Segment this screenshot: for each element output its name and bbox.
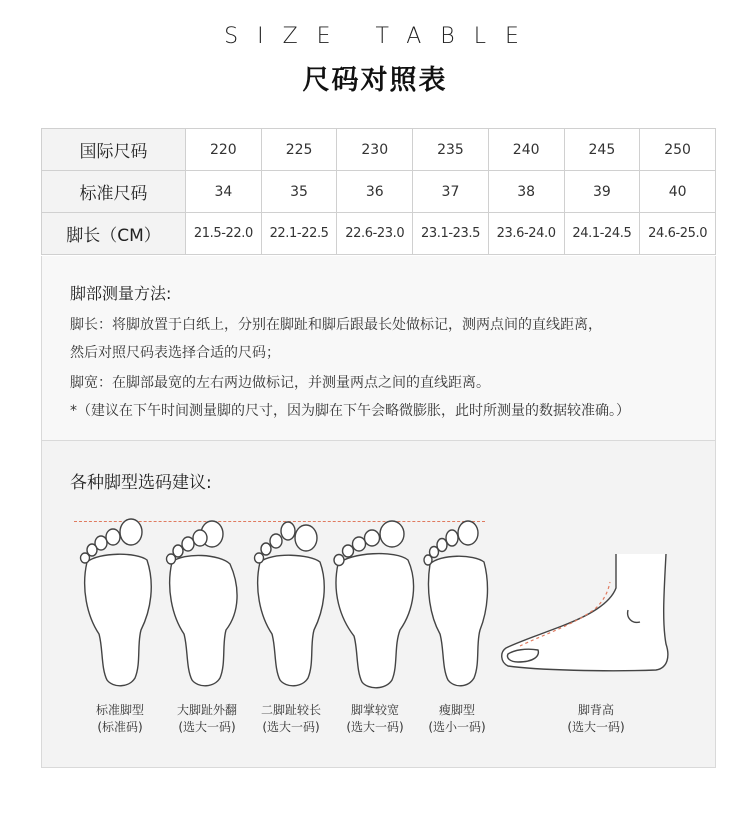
row-header: 国际尺码 [42, 129, 186, 171]
foot-type-caption [551, 702, 641, 736]
measure-title: 脚部测量方法: [70, 284, 172, 303]
measure-line: 脚长：将脚放置于白纸上，分别在脚趾和脚后跟最长处做标记，测两点间的直线距离， [70, 317, 602, 333]
table-cell: 37 [413, 171, 489, 213]
measure-line: *（建议在下午时间测量脚的尺寸，因为脚在下午会略微膨胀，此时所测量的数据较准确。） [70, 403, 630, 419]
foot-type-advice: (选大一码) [178, 720, 236, 734]
table-row [42, 171, 716, 213]
foot-type-name: 脚掌较宽 [350, 703, 399, 717]
high-instep-foot-icon [496, 552, 676, 678]
foot-type-caption [75, 702, 165, 736]
foot-type-name: 脚背高 [577, 703, 614, 717]
table-cell: 22.6-23.0 [337, 213, 413, 255]
table-cell: 240 [488, 129, 564, 171]
foot-type-name: 二脚趾较长 [260, 703, 321, 717]
table-cell: 38 [488, 171, 564, 213]
size-table [41, 128, 716, 255]
table-cell: 245 [564, 129, 640, 171]
table-row [42, 213, 716, 255]
table-cell: 40 [640, 171, 716, 213]
table-cell: 34 [186, 171, 262, 213]
table-cell: 23.6-24.0 [488, 213, 564, 255]
foot-type-caption [246, 702, 336, 736]
foot-type-caption [330, 702, 420, 736]
table-cell: 250 [640, 129, 716, 171]
table-cell: 21.5-22.0 [186, 213, 262, 255]
table-cell: 22.1-22.5 [261, 213, 337, 255]
table-cell: 24.1-24.5 [564, 213, 640, 255]
table-cell: 35 [261, 171, 337, 213]
foot-type-name: 瘦脚型 [438, 703, 475, 717]
table-cell: 39 [564, 171, 640, 213]
foot-type-caption [162, 702, 252, 736]
table-cell: 36 [337, 171, 413, 213]
foot-type-advice: (选小一码) [428, 720, 486, 734]
table-cell: 235 [413, 129, 489, 171]
row-header: 脚长（CM） [42, 213, 186, 255]
thin-foot-icon [418, 518, 494, 690]
title-en: SIZE TABLE [224, 24, 538, 49]
table-cell: 225 [261, 129, 337, 171]
table-cell: 230 [337, 129, 413, 171]
bunion-foot-icon [160, 516, 244, 690]
foot-type-caption [412, 702, 502, 736]
measure-line: 然后对照尺码表选择合适的尺码； [70, 345, 280, 361]
wide-foot-icon [330, 518, 420, 690]
measure-section [41, 256, 716, 441]
measure-line: 脚宽：在脚部最宽的左右两边做标记，并测量两点之间的直线距离。 [70, 375, 490, 391]
foot-type-name: 标准脚型 [95, 703, 144, 717]
foot-type-advice: (标准码) [97, 720, 143, 734]
standard-foot-icon [73, 518, 157, 690]
row-header: 标准尺码 [42, 171, 186, 213]
page-title: 尺码对照表 [302, 65, 448, 96]
table-row [42, 129, 716, 171]
table-cell: 220 [186, 129, 262, 171]
table-cell: 23.1-23.5 [413, 213, 489, 255]
foot-type-advice: (选大一码) [346, 720, 404, 734]
foot-type-name: 大脚趾外翻 [176, 703, 237, 717]
foot-types-title: 各种脚型选码建议: [70, 473, 212, 493]
long-second-toe-foot-icon [248, 516, 332, 690]
foot-type-advice: (选大一码) [567, 720, 625, 734]
table-cell: 24.6-25.0 [640, 213, 716, 255]
foot-type-advice: (选大一码) [262, 720, 320, 734]
